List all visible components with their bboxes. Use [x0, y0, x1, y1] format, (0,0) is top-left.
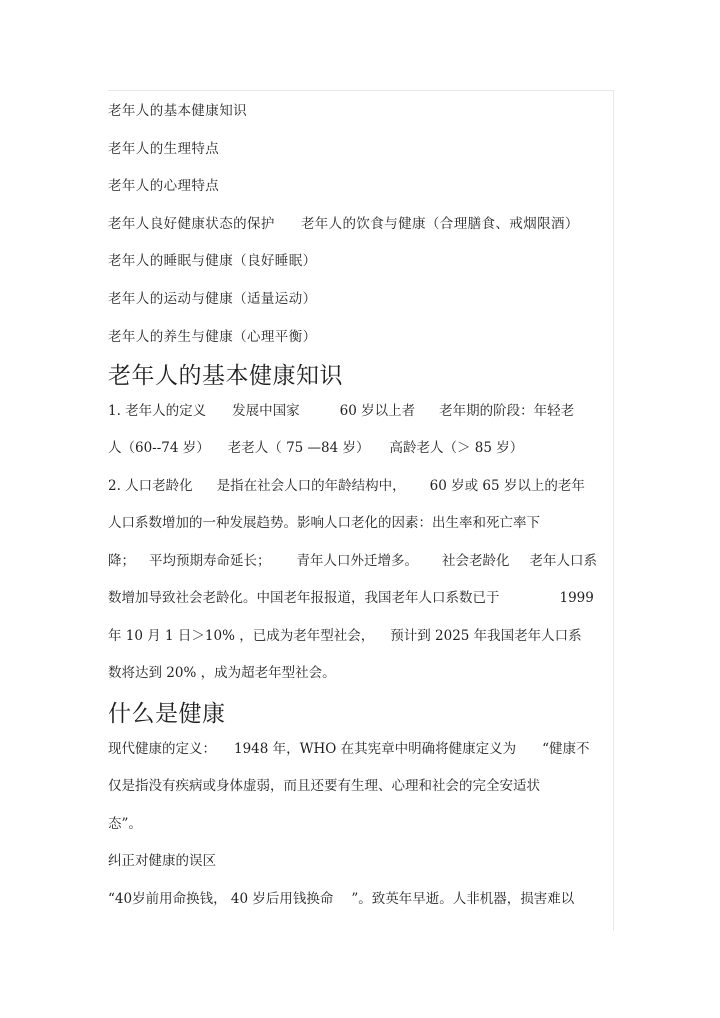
- toc-item[interactable]: [108, 139, 628, 177]
- paragraph-line: 人（60--74 岁） 老老人（ 75 —84 岁） 高龄老人（＞ 85 岁）: [108, 440, 524, 456]
- paragraph-line: 数增加导致社会老龄化。中国老年报报道，我国老年人口系数已于 1999: [108, 590, 594, 606]
- toc-item-label: 老年人的饮食与健康（合理膳食、戒烟限酒）: [300, 215, 579, 232]
- paragraph-line: 态”。: [108, 816, 142, 832]
- toc-item[interactable]: [108, 251, 628, 289]
- paragraph-line: 年 10 月 1 日＞10% ，已成为老年型社会， 预计到 2025 年我国老年人口系: [108, 628, 582, 644]
- paragraph-line: 2. 人口老龄化 是指在社会人口的年龄结构中， 60 岁或 65 岁以上的老年: [108, 478, 585, 494]
- paragraph-line: 1. 老年人的定义 发展中国家 60 岁以上者 老年期的阶段：年轻老: [108, 403, 575, 419]
- toc-item-label: 老年人的基本健康知识: [108, 103, 247, 119]
- toc-item[interactable]: [108, 289, 628, 327]
- paragraph-line: “40岁前用命换钱， 40 岁后用钱换命 ”。致英年早逝。人非机器，损害难以: [108, 891, 575, 907]
- toc-item-label: 老年人的养生与健康（心理平衡）: [108, 328, 317, 345]
- toc-item[interactable]: [108, 214, 628, 252]
- paragraph-line: 现代健康的定义： 1948 年，WHO 在其宪章中明确将健康定义为 “健康不: [108, 741, 590, 757]
- toc-item-label: 老年人的睡眠与健康（良好睡眠）: [108, 253, 317, 270]
- paragraph-line: 仅是指没有疾病或身体虚弱，而且还要有生理、心理和社会的完全安适状: [108, 778, 540, 794]
- toc-item[interactable]: [108, 101, 628, 139]
- toc-item-label: 老年人的运动与健康（适量运动）: [108, 290, 317, 307]
- section-heading: 老年人的基本健康知识: [108, 363, 343, 389]
- toc-item[interactable]: [108, 327, 628, 365]
- document-page: [108, 90, 614, 931]
- paragraph-line: 降； 平均预期寿命延长； 青年人口外迁增多。 社会老龄化 老年人口系: [108, 553, 597, 569]
- subheading: 纠正对健康的误区: [108, 853, 216, 869]
- paragraph-line: 数将达到 20% ，成为超老年型社会。: [108, 665, 336, 681]
- paragraph-line: 人口系数增加的一种发展趋势。影响人口老化的因素：出生率和死亡率下: [108, 515, 540, 531]
- toc-item-label: 老年人良好健康状态的保护: [108, 215, 275, 232]
- toc-item-label: 老年人的生理特点: [108, 140, 220, 157]
- toc-item[interactable]: [108, 176, 628, 214]
- section-heading: 什么是健康: [108, 701, 226, 727]
- toc-item-label: 老年人的心理特点: [108, 178, 220, 195]
- table-of-contents: [108, 101, 628, 364]
